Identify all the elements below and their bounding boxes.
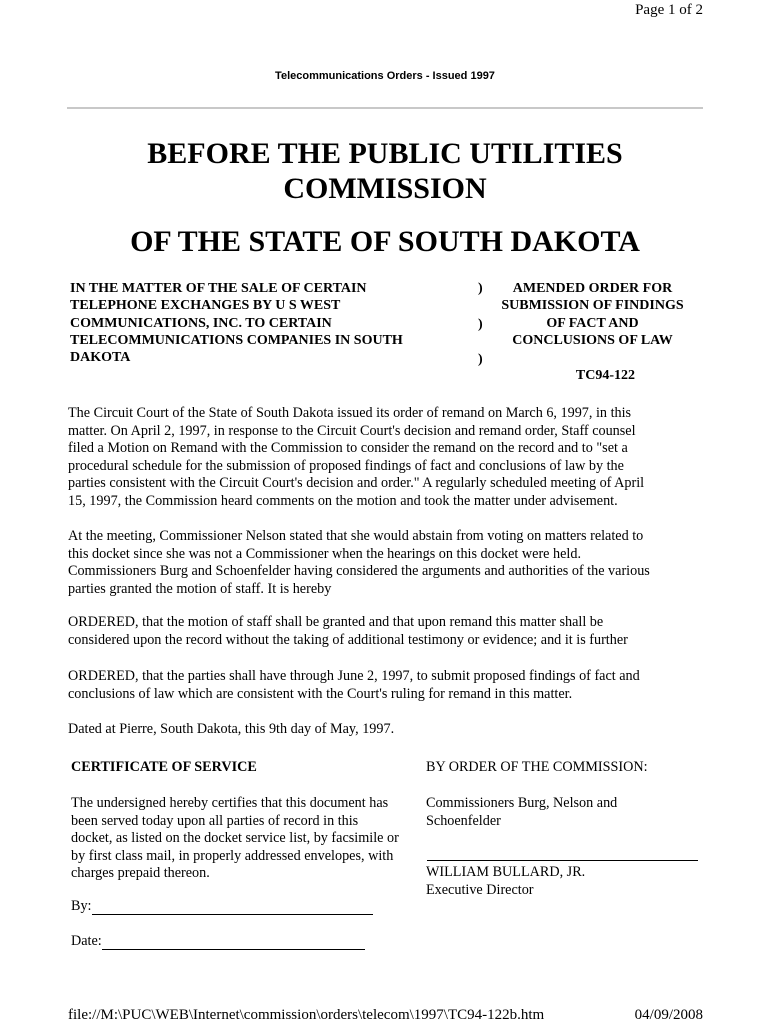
date-label: Date:	[71, 933, 102, 949]
footer-file-path: file://M:\PUC\WEB\Internet\commission\orders\telecom\1997\TC94-122b.htm	[68, 1007, 545, 1023]
order-title-line: AMENDED ORDER FOR	[512, 281, 673, 296]
paragraph-ordered-2	[68, 668, 704, 703]
dated-line: Dated at Pierre, South Dakota, this 9th day of May, 1997.	[68, 721, 395, 737]
order-title-line: OF FACT AND	[546, 315, 639, 331]
certificate-line: charges prepaid thereon.	[71, 865, 210, 881]
caption-paren: )	[478, 352, 483, 367]
matter-line: COMMUNICATIONS, INC. TO CERTAIN	[70, 315, 332, 331]
matter-line: TELEPHONE EXCHANGES BY U S WEST	[70, 298, 341, 314]
paragraph-line: Commissioners Burg and Schoenfelder having considered the arguments and authorities of the various	[68, 563, 650, 579]
order-title-line: SUBMISSION OF FINDINGS	[501, 298, 684, 314]
paragraph-line: parties consistent with the Circuit Court's decision and order." A regularly scheduled meeting of April	[68, 475, 645, 491]
matter-caption	[70, 280, 450, 366]
paragraph-line: considered upon the record without the taking of additional testimony or evidence; and it is further	[68, 631, 628, 648]
paragraph-line: conclusions of law which are consistent with the Court's ruling for remand in this matter.	[68, 685, 573, 702]
paragraph-line: ORDERED, that the motion of staff shall be granted and that upon remand this matter shall be	[68, 614, 604, 630]
paragraph-line: The Circuit Court of the State of South Dakota issued its order of remand on March 6, 1997, in this	[68, 405, 632, 421]
paragraph-line: parties granted the motion of staff. It is hereby	[68, 580, 332, 597]
matter-line: IN THE MATTER OF THE SALE OF CERTAIN	[70, 281, 367, 296]
director-title: Executive Director	[426, 882, 534, 898]
certificate-text	[71, 795, 427, 883]
paragraph-line: this docket since she was not a Commissioner when the hearings on this docket were held.	[68, 545, 582, 562]
paragraph-line: At the meeting, Commissioner Nelson stated that she would abstain from voting on matters related to	[68, 528, 644, 544]
document-header: Telecommunications Orders - Issued 1997	[275, 70, 495, 82]
page-number: Page 1 of 2	[635, 2, 703, 18]
docket-number: TC94-122	[575, 368, 635, 383]
director-name: WILLIAM BULLARD, JR.	[426, 864, 586, 880]
certificate-line: been served today upon all parties of record in this	[71, 812, 359, 829]
title-line-3: OF THE STATE OF SOUTH DAKOTA	[130, 225, 640, 258]
footer-date: 04/09/2008	[634, 1007, 703, 1023]
paragraph-line: procedural schedule for the submission of proposed findings of fact and conclusions of law by the	[68, 457, 624, 474]
by-blank-line	[92, 900, 373, 915]
paragraph-line: ORDERED, that the parties shall have through June 2, 1997, to submit proposed findings of fact and	[68, 668, 640, 684]
matter-line: TELECOMMUNICATIONS COMPANIES IN SOUTH	[70, 332, 403, 348]
paragraph-meeting	[68, 528, 704, 598]
paragraph-line: matter. On April 2, 1997, in response to the Circuit Court's decision and remand order, Staff counsel	[68, 422, 636, 439]
by-order-heading: BY ORDER OF THE COMMISSION:	[426, 759, 648, 775]
caption-paren: )	[478, 317, 483, 332]
date-blank-line	[102, 935, 365, 950]
commissioners-line: Schoenfelder	[426, 812, 501, 829]
by-label: By:	[71, 898, 92, 914]
commissioners-line: Commissioners Burg, Nelson and	[426, 795, 618, 811]
certificate-line: by first class mail, in properly addressed envelopes, with	[71, 847, 394, 864]
certificate-line: The undersigned hereby certifies that this document has	[71, 795, 389, 811]
paragraph-ordered-1	[68, 614, 704, 649]
commissioners-names	[426, 795, 666, 830]
paragraph-remand	[68, 405, 704, 510]
title-line-1: BEFORE THE PUBLIC UTILITIES	[147, 137, 623, 170]
order-title	[490, 280, 695, 349]
paragraph-line: filed a Motion on Remand with the Commission to consider the remand on the record and to "set a	[68, 440, 628, 456]
caption-paren: )	[478, 281, 483, 296]
date-signature-row	[71, 933, 365, 950]
paragraph-line: 15, 1997, the Commission heard comments on the motion and took the matter under advisement.	[68, 492, 618, 509]
order-title-line: CONCLUSIONS OF LAW	[512, 332, 673, 348]
header-divider	[67, 107, 703, 109]
certificate-line: docket, as listed on the docket service list, by facsimile or	[71, 830, 399, 846]
by-signature-row	[71, 898, 373, 915]
signature-line	[427, 860, 698, 861]
certificate-heading: CERTIFICATE OF SERVICE	[71, 759, 257, 775]
matter-line: DAKOTA	[70, 350, 131, 366]
title-line-2: COMMISSION	[283, 172, 487, 205]
